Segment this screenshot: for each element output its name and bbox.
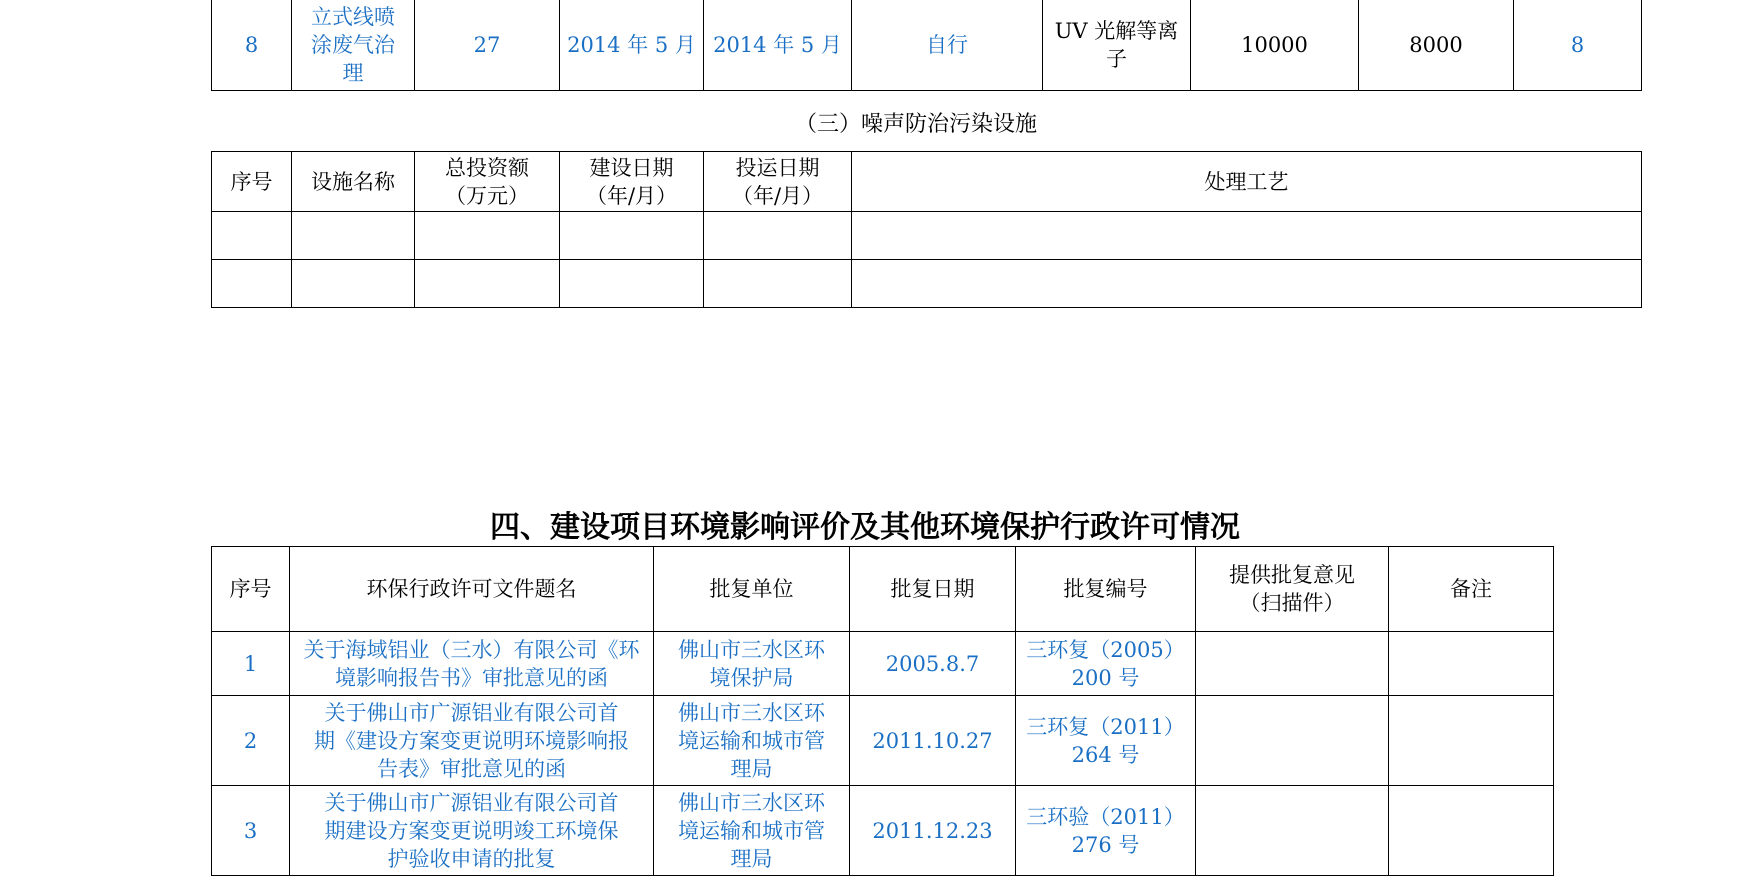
table-row	[212, 696, 1554, 786]
doc-title: 关于佛山市广源铝业有限公司首 期建设方案变更说明竣工环境保 护验收申请的批复	[290, 786, 654, 876]
approval-unit: 佛山市三水区环 境保护局	[654, 632, 850, 696]
actual-capacity: 8000	[1359, 0, 1514, 91]
note-cell	[1389, 696, 1554, 786]
table-header-row	[212, 152, 1642, 212]
table-row	[212, 260, 1642, 308]
scan-cell	[1196, 632, 1389, 696]
header-name: 设施名称	[292, 152, 415, 212]
header-run: 投运日期 （年/月）	[704, 152, 852, 212]
row-no: 1	[212, 632, 290, 696]
scan-cell	[1196, 696, 1389, 786]
table-row	[212, 632, 1554, 696]
noise-table	[211, 151, 1642, 308]
waste-gas-table	[211, 0, 1642, 91]
table-row	[212, 0, 1642, 91]
row-no: 2	[212, 696, 290, 786]
build-date: 2014 年 5 月	[560, 0, 704, 91]
table-row	[212, 212, 1642, 260]
design-capacity: 10000	[1191, 0, 1359, 91]
header-invest: 总投资额 （万元）	[415, 152, 560, 212]
last-value: 8	[1514, 0, 1642, 91]
table-row	[212, 786, 1554, 876]
header-build: 建设日期 （年/月）	[560, 152, 704, 212]
header-code: 批复编号	[1016, 547, 1196, 632]
note-cell	[1389, 632, 1554, 696]
invest-amount: 27	[415, 0, 560, 91]
approval-unit: 佛山市三水区环 境运输和城市管 理局	[654, 696, 850, 786]
section-title: 四、建设项目环境影响评价及其他环境保护行政许可情况	[490, 510, 1240, 545]
header-no: 序号	[212, 152, 292, 212]
row-no: 8	[212, 0, 292, 91]
approval-date: 2005.8.7	[850, 632, 1016, 696]
doc-title: 关于海域铝业（三水）有限公司《环 境影响报告书》审批意见的函	[290, 632, 654, 696]
noise-caption: （三）噪声防治污染设施	[795, 112, 1038, 137]
table-header-row	[212, 547, 1554, 632]
header-unit: 批复单位	[654, 547, 850, 632]
run-date: 2014 年 5 月	[704, 0, 852, 91]
header-process: 处理工艺	[852, 152, 1642, 212]
row-no: 3	[212, 786, 290, 876]
approval-code: 三环复（2011） 264 号	[1016, 696, 1196, 786]
header-doc: 环保行政许可文件题名	[290, 547, 654, 632]
note-cell	[1389, 786, 1554, 876]
facility-name: 立式线喷 涂废气治 理	[292, 0, 415, 91]
approval-unit: 佛山市三水区环 境运输和城市管 理局	[654, 786, 850, 876]
process: UV 光解等离 子	[1043, 0, 1191, 91]
header-note: 备注	[1389, 547, 1554, 632]
scan-cell	[1196, 786, 1389, 876]
approval-code: 三环验（2011） 276 号	[1016, 786, 1196, 876]
header-scan: 提供批复意见 （扫描件）	[1196, 547, 1389, 632]
doc-title: 关于佛山市广源铝业有限公司首 期《建设方案变更说明环境影响报 告表》审批意见的函	[290, 696, 654, 786]
approval-date: 2011.10.27	[850, 696, 1016, 786]
header-date: 批复日期	[850, 547, 1016, 632]
approval-code: 三环复（2005） 200 号	[1016, 632, 1196, 696]
builder: 自行	[852, 0, 1043, 91]
permit-table	[211, 546, 1554, 876]
approval-date: 2011.12.23	[850, 786, 1016, 876]
header-no: 序号	[212, 547, 290, 632]
